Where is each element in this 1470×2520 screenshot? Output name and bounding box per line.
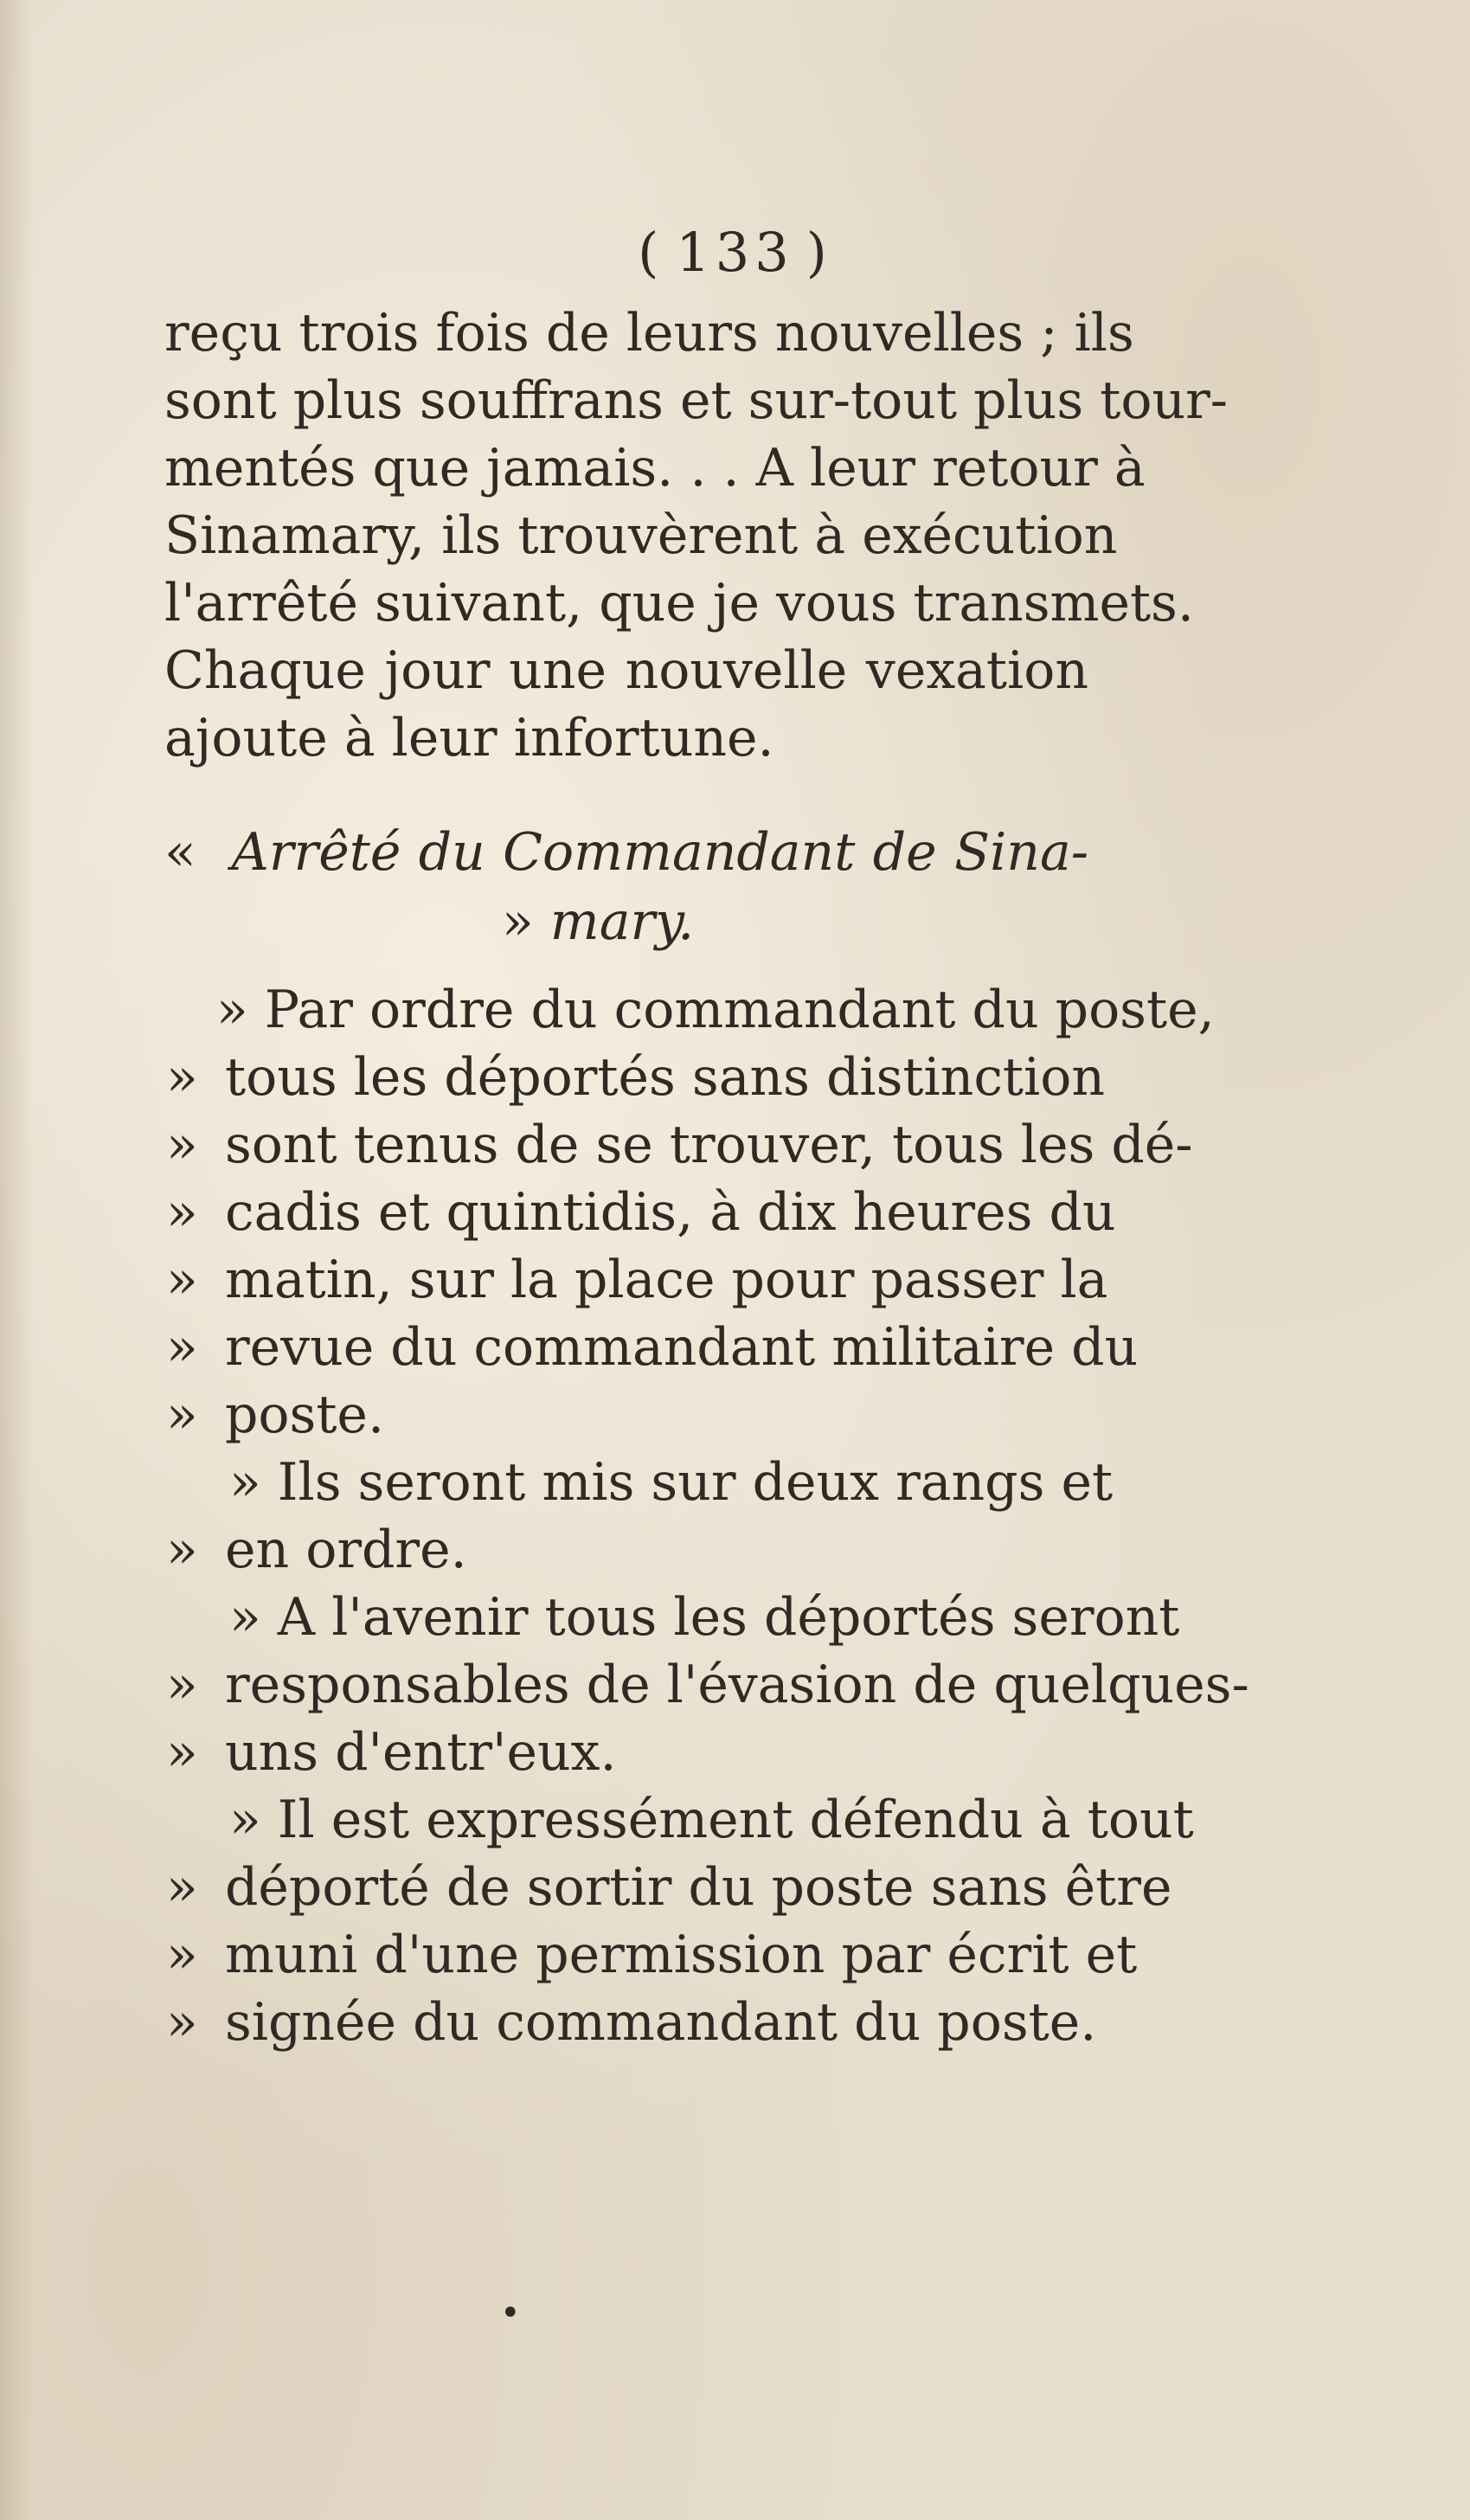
page-number-value: 133	[676, 221, 794, 284]
decree-text: responsables de l'évasion de quelques-	[225, 1655, 1249, 1715]
heading-title-part-1: Arrêté du Commandant de Sina-	[231, 822, 1088, 883]
heading-open-quote: «	[164, 822, 196, 883]
decree-text: A l'avenir tous les déportés seront	[277, 1587, 1180, 1648]
decree-text: uns d'entr'eux.	[225, 1722, 617, 1783]
guillemet: »	[166, 1317, 198, 1378]
page-number-open-paren: (	[638, 221, 664, 284]
heading-title-part-2: mary.	[549, 891, 695, 952]
guillemet: »	[229, 1452, 261, 1513]
guillemet: »	[166, 1925, 198, 1985]
decree-line	[229, 1587, 1180, 1648]
guillemet: »	[229, 1790, 261, 1850]
guillemet: »	[166, 1115, 198, 1175]
decree-text: muni d'une permission par écrit et	[225, 1925, 1138, 1985]
guillemet: »	[166, 1385, 198, 1445]
decree-text: cadis et quintidis, à dix heures du	[225, 1182, 1116, 1243]
decree-line	[229, 1790, 1194, 1850]
decree-text: revue du commandant militaire du	[225, 1317, 1139, 1378]
decree-text: Ils seront mis sur deux rangs et	[277, 1452, 1114, 1513]
guillemet: »	[216, 980, 248, 1040]
guillemet: »	[166, 1520, 198, 1580]
decree-text: Il est expressément défendu à tout	[277, 1790, 1194, 1850]
decree-text: poste.	[225, 1385, 385, 1445]
guillemet: »	[166, 1182, 198, 1243]
intro-line: ajoute à leur infortune.	[164, 708, 774, 768]
decree-text: Par ordre du commandant du poste,	[264, 980, 1215, 1040]
decree-text: en ordre.	[225, 1520, 467, 1580]
guillemet: »	[166, 1047, 198, 1108]
decree-text: tous les déportés sans distinction	[225, 1047, 1105, 1108]
intro-line: Chaque jour une nouvelle vexation	[164, 640, 1088, 701]
decree-line	[229, 1452, 1114, 1513]
decree-line	[216, 980, 1215, 1040]
decree-text: signée du commandant du poste.	[225, 1992, 1097, 2053]
page-number-close-paren: )	[806, 221, 832, 284]
guillemet: »	[229, 1587, 261, 1648]
heading-guillemet: »	[502, 891, 534, 952]
guillemet: »	[166, 1722, 198, 1783]
decree-heading-line-1	[164, 822, 1088, 883]
guillemet: »	[166, 1992, 198, 2053]
decree-text: sont tenus de se trouver, tous les dé-	[225, 1115, 1193, 1175]
decree-text: déporté de sortir du poste sans être	[225, 1857, 1172, 1918]
decree-text: matin, sur la place pour passer la	[225, 1250, 1108, 1310]
intro-line: reçu trois fois de leurs nouvelles ; ils	[164, 303, 1134, 363]
page-gutter-shadow	[0, 0, 35, 2520]
intro-line: l'arrêté suivant, que je vous transmets.	[164, 573, 1194, 633]
intro-line: sont plus souffrans et sur-tout plus tour-	[164, 370, 1229, 431]
guillemet: »	[166, 1655, 198, 1715]
guillemet: »	[166, 1857, 198, 1918]
decree-heading-line-2	[502, 891, 695, 952]
intro-line: mentés que jamais. . . A leur retour à	[164, 438, 1146, 498]
ink-speck: •	[500, 2293, 521, 2333]
intro-line: Sinamary, ils trouvèrent à exécution	[164, 505, 1118, 566]
guillemet: »	[166, 1250, 198, 1310]
page-number	[0, 221, 1470, 284]
